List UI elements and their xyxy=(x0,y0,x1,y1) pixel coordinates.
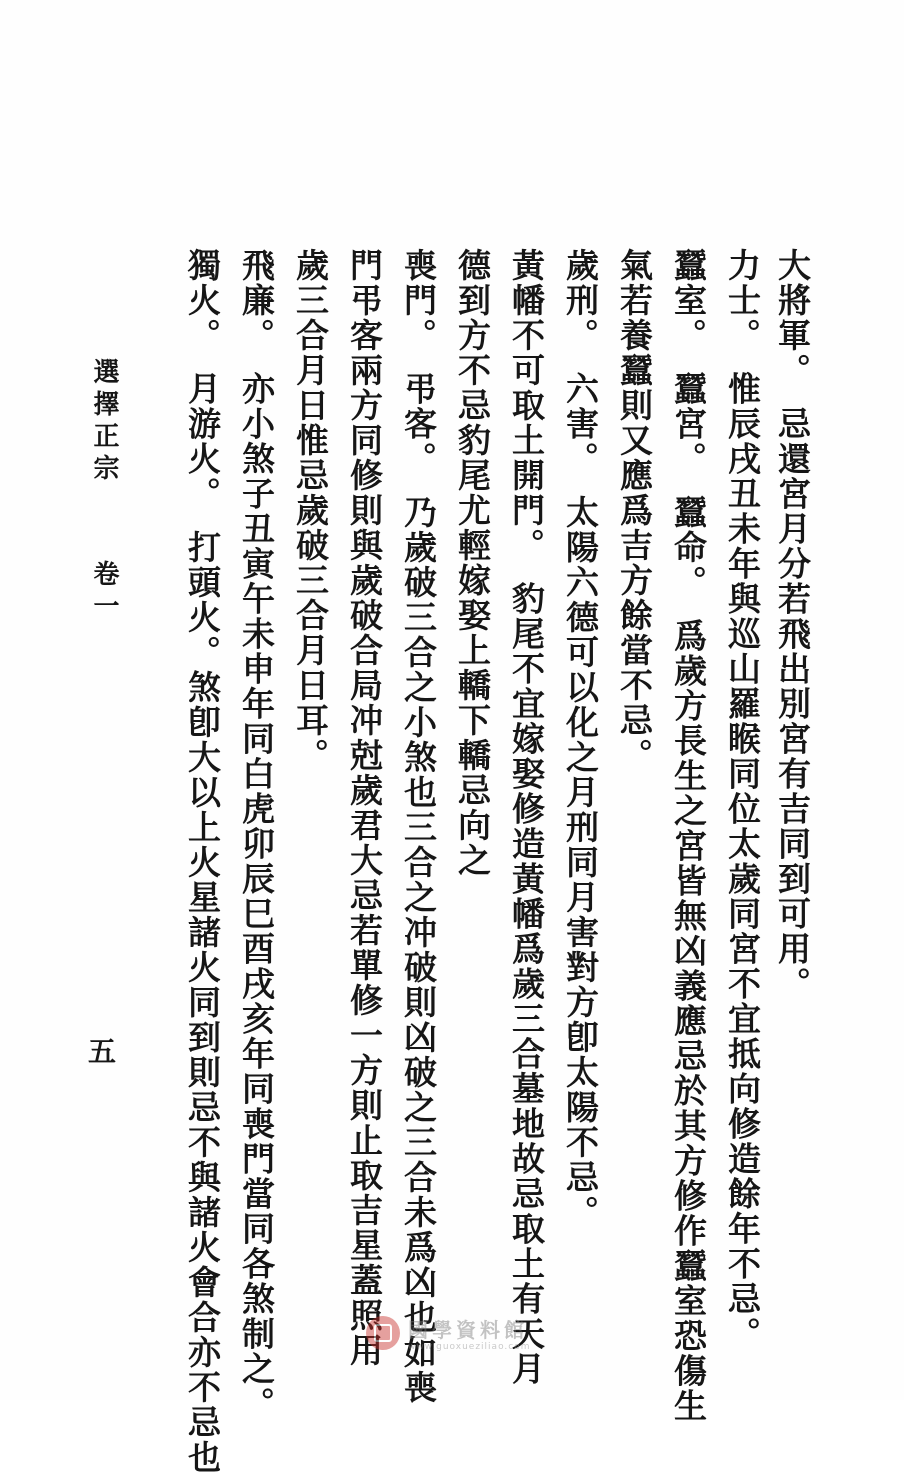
text-column-10: 歲三合月日惟忌歲破三合月日耳。 xyxy=(291,248,330,773)
text-column-5: 歲刑。 六害。 太陽六德可以化之月刑同月害對方卽太陽不忌。 xyxy=(561,248,600,1230)
text-column-4: 氣若養蠶則又應爲吉方餘當不忌。 xyxy=(615,248,654,773)
seal-icon xyxy=(366,1316,400,1350)
book-title: 選擇正宗 xyxy=(89,358,119,486)
text-column-11: 飛廉。 亦小煞子丑寅午未申年同白虎卯辰巳酉戌亥年同喪門當同各煞制之。 xyxy=(237,248,276,1422)
text-column-12: 獨火。 月游火。 打頭火。煞卽大以上火星諸火同到則忌不與諸火會合亦不忌也 xyxy=(183,248,222,1475)
text-column-6: 黃幡不可取土開門。 豹尾不宜嫁娶修造黃幡爲歲三合墓地故忌取土有天月 xyxy=(507,248,546,1387)
text-column-7: 德到方不忌豹尾尤輕嫁娶上轎下轎忌向之 xyxy=(453,248,492,878)
seal-mark-icon xyxy=(374,1324,392,1342)
watermark xyxy=(366,1312,556,1362)
text-column-2: 力士。 惟辰戌丑未年與巡山羅睺同位太歲同宮不宜抵向修造餘年不忌。 xyxy=(723,248,762,1352)
text-column-9: 門弔客兩方同修則與歲破合局冲尅歲君大忌若單修一方則止取吉星蓋照用 xyxy=(345,248,384,1368)
page-number: 五 xyxy=(88,1035,117,1068)
volume-label: 卷一 xyxy=(89,560,119,624)
watermark-url: www.guoxueziliao.com xyxy=(408,1342,531,1352)
text-column-1: 大將軍。 忌還宮月分若飛出別宮有吉同到可用。 xyxy=(773,248,812,1002)
text-column-3: 蠶室。 蠶宮。 蠶命。 爲歲方長生之宮皆無凶義應忌於其方修作蠶室恐傷生 xyxy=(669,248,708,1424)
text-column-8: 喪門。 弔客。 乃歲破三合之小煞也三合之冲破則凶破之三合未爲凶也如喪 xyxy=(399,248,438,1405)
watermark-title: 國學資料館 xyxy=(408,1318,528,1342)
